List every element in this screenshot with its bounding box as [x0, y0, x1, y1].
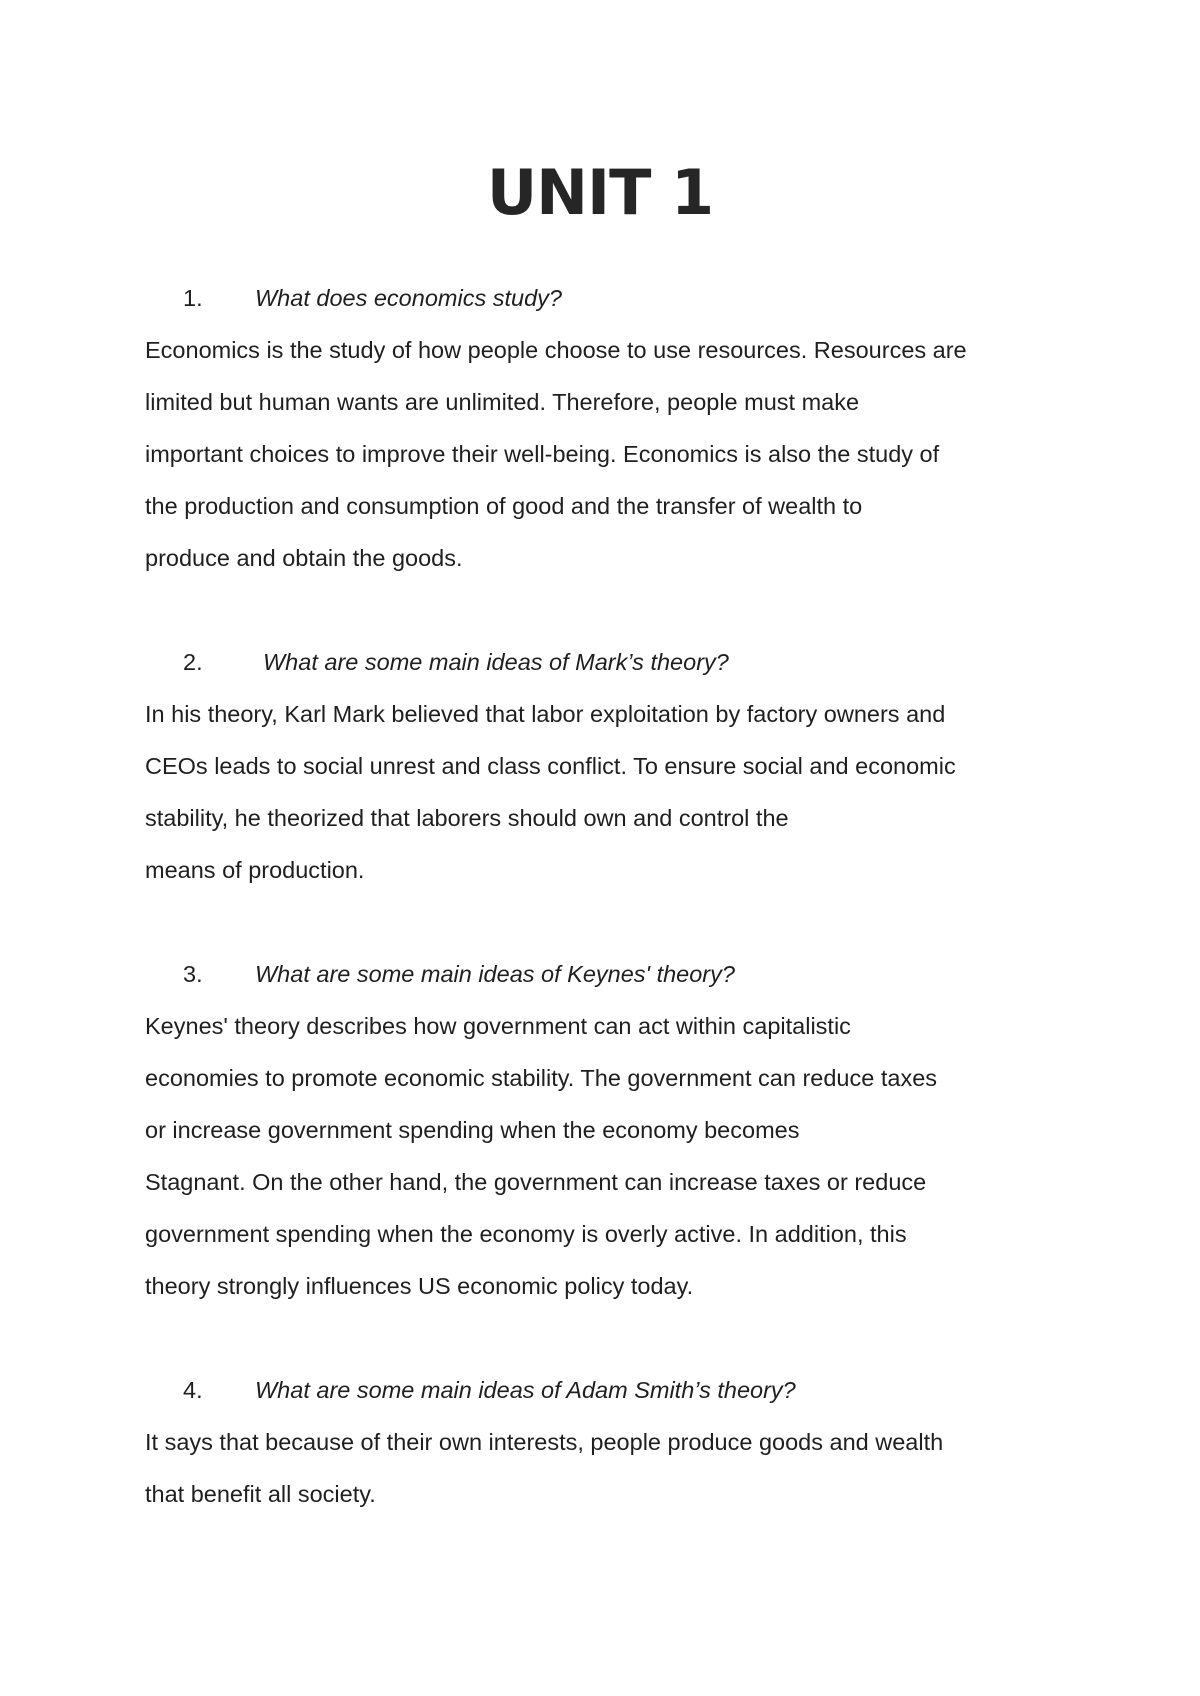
- question-text: What are some main ideas of Adam Smith’s theory?: [255, 1377, 796, 1403]
- answer-line: produce and obtain the goods.: [145, 545, 463, 571]
- answer-line: or increase government spending when the economy becomes: [145, 1117, 800, 1143]
- question-number: 2.: [183, 649, 203, 675]
- answer-paragraph: [145, 688, 1065, 896]
- answer-line: Economics is the study of how people choose to use resources. Resources are: [145, 337, 967, 363]
- question-number: 1.: [183, 285, 203, 311]
- question-heading: [145, 948, 1065, 1000]
- question-section-2: [145, 636, 1065, 896]
- answer-line: important choices to improve their well-being. Economics is also the study of: [145, 441, 940, 467]
- answer-line: government spending when the economy is overly active. In addition, this: [145, 1221, 907, 1247]
- question-text: What does economics study?: [255, 285, 562, 311]
- question-number: 3.: [183, 961, 203, 987]
- answer-line: limited but human wants are unlimited. Therefore, people must make: [145, 389, 860, 415]
- answer-line: theory strongly influences US economic policy today.: [145, 1273, 694, 1299]
- answer-line: economies to promote economic stability. The government can reduce taxes: [145, 1065, 938, 1091]
- question-heading: [145, 1364, 1065, 1416]
- question-number: 4.: [183, 1377, 203, 1403]
- answer-line: Stagnant. On the other hand, the government can increase taxes or reduce: [145, 1169, 927, 1195]
- answer-line: Keynes' theory describes how government can act within capitalistic: [145, 1013, 851, 1039]
- question-heading: [145, 636, 1065, 688]
- answer-paragraph: [145, 1416, 1065, 1520]
- answer-line: that benefit all society.: [145, 1481, 376, 1507]
- answer-line: It says that because of their own interests, people produce goods and wealth: [145, 1429, 944, 1455]
- question-section-3: [145, 948, 1065, 1312]
- answer-line: CEOs leads to social unrest and class conflict. To ensure social and economic: [145, 753, 956, 779]
- answer-paragraph: [145, 1000, 1065, 1312]
- answer-line: means of production.: [145, 857, 365, 883]
- question-text: What are some main ideas of Mark’s theory?: [263, 649, 729, 675]
- question-text: What are some main ideas of Keynes' theory?: [255, 961, 735, 987]
- answer-paragraph: [145, 324, 1065, 584]
- page-title: UNIT 1: [486, 156, 714, 229]
- question-heading: [145, 272, 1065, 324]
- question-section-4: [145, 1364, 1065, 1520]
- answer-line: stability, he theorized that laborers should own and control the: [145, 805, 789, 831]
- answer-line: In his theory, Karl Mark believed that labor exploitation by factory owners and: [145, 701, 946, 727]
- answer-line: the production and consumption of good and the transfer of wealth to: [145, 493, 863, 519]
- question-section-1: [145, 272, 1065, 584]
